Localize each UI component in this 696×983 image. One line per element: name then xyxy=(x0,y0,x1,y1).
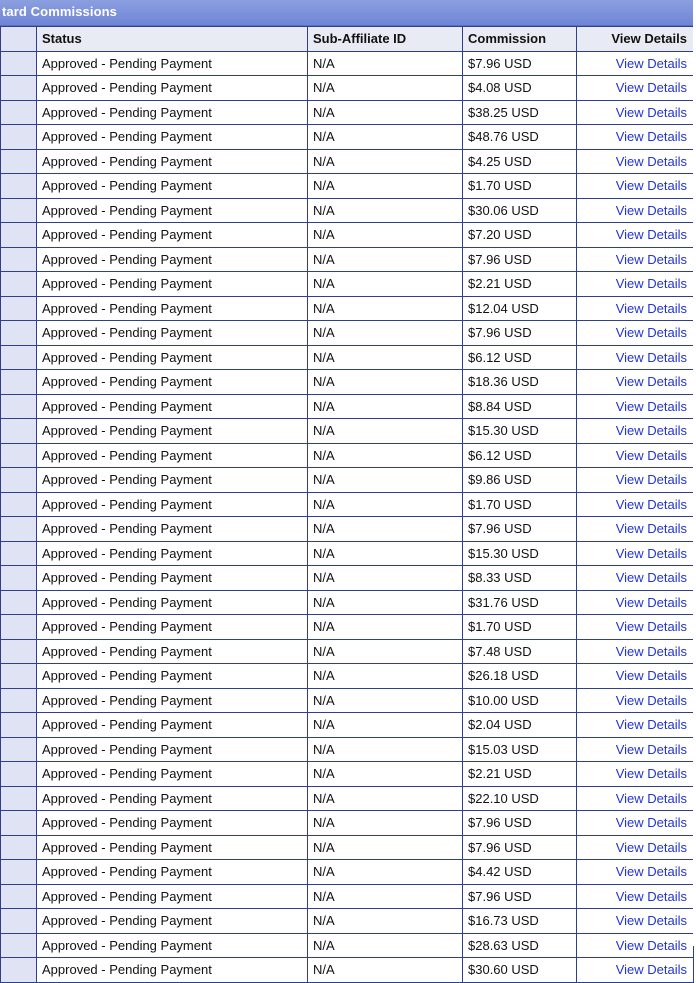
view-details-link[interactable]: View Details xyxy=(615,913,687,929)
commission-cell: $2.21 USD xyxy=(463,272,577,297)
commission-cell: $4.42 USD xyxy=(463,860,577,885)
sub-affiliate-cell: N/A xyxy=(308,492,463,517)
status-cell: Approved - Pending Payment xyxy=(37,345,308,370)
row-blank-cell xyxy=(1,933,37,958)
view-details-link[interactable]: View Details xyxy=(615,325,687,341)
header-commission: Commission xyxy=(463,27,577,52)
table-row xyxy=(1,566,694,591)
view-details-cell xyxy=(577,468,694,493)
status-cell: Approved - Pending Payment xyxy=(37,566,308,591)
table-row xyxy=(1,541,694,566)
status-cell: Approved - Pending Payment xyxy=(37,933,308,958)
commission-cell: $7.96 USD xyxy=(463,321,577,346)
view-details-link[interactable]: View Details xyxy=(615,55,687,71)
view-details-link[interactable]: View Details xyxy=(615,570,687,586)
view-details-link[interactable]: View Details xyxy=(615,962,687,978)
table-row xyxy=(1,713,694,738)
view-details-link[interactable]: View Details xyxy=(615,741,687,757)
row-blank-cell xyxy=(1,517,37,542)
view-details-link[interactable]: View Details xyxy=(615,374,687,390)
row-blank-cell xyxy=(1,247,37,272)
sub-affiliate-cell: N/A xyxy=(308,394,463,419)
table-row xyxy=(1,517,694,542)
sub-affiliate-cell: N/A xyxy=(308,639,463,664)
table-row xyxy=(1,394,694,419)
row-blank-cell xyxy=(1,272,37,297)
commission-cell: $1.70 USD xyxy=(463,615,577,640)
commission-cell: $15.03 USD xyxy=(463,737,577,762)
sub-affiliate-cell: N/A xyxy=(308,884,463,909)
view-details-cell xyxy=(577,909,694,934)
view-details-link[interactable]: View Details xyxy=(615,104,687,120)
view-details-cell xyxy=(577,541,694,566)
sub-affiliate-cell: N/A xyxy=(308,223,463,248)
commission-cell: $2.21 USD xyxy=(463,762,577,787)
table-row xyxy=(1,149,694,174)
view-details-cell xyxy=(577,419,694,444)
table-body xyxy=(1,51,694,982)
status-cell: Approved - Pending Payment xyxy=(37,394,308,419)
commission-cell: $6.12 USD xyxy=(463,345,577,370)
status-cell: Approved - Pending Payment xyxy=(37,860,308,885)
table-row xyxy=(1,688,694,713)
view-details-link[interactable]: View Details xyxy=(615,937,687,953)
sub-affiliate-cell: N/A xyxy=(308,100,463,125)
table-row xyxy=(1,468,694,493)
view-details-cell xyxy=(577,835,694,860)
sub-affiliate-cell: N/A xyxy=(308,860,463,885)
commission-cell: $2.04 USD xyxy=(463,713,577,738)
status-cell: Approved - Pending Payment xyxy=(37,247,308,272)
row-blank-cell xyxy=(1,321,37,346)
table-row xyxy=(1,786,694,811)
view-details-link[interactable]: View Details xyxy=(615,153,687,169)
row-blank-cell xyxy=(1,443,37,468)
commission-cell: $26.18 USD xyxy=(463,664,577,689)
view-details-link[interactable]: View Details xyxy=(615,349,687,365)
commission-cell: $8.84 USD xyxy=(463,394,577,419)
view-details-cell xyxy=(577,860,694,885)
view-details-link[interactable]: View Details xyxy=(615,594,687,610)
status-cell: Approved - Pending Payment xyxy=(37,51,308,76)
view-details-cell xyxy=(577,958,694,983)
table-row xyxy=(1,296,694,321)
sub-affiliate-cell: N/A xyxy=(308,933,463,958)
table-row xyxy=(1,76,694,101)
status-cell: Approved - Pending Payment xyxy=(37,125,308,150)
view-details-link[interactable]: View Details xyxy=(615,129,687,145)
view-details-cell xyxy=(577,615,694,640)
view-details-cell xyxy=(577,100,694,125)
view-details-link[interactable]: View Details xyxy=(615,692,687,708)
sub-affiliate-cell: N/A xyxy=(308,296,463,321)
status-cell: Approved - Pending Payment xyxy=(37,664,308,689)
view-details-cell xyxy=(577,198,694,223)
table-row xyxy=(1,321,694,346)
row-blank-cell xyxy=(1,76,37,101)
status-cell: Approved - Pending Payment xyxy=(37,517,308,542)
table-row xyxy=(1,443,694,468)
table-row xyxy=(1,958,694,983)
row-blank-cell xyxy=(1,615,37,640)
commission-cell: $15.30 USD xyxy=(463,541,577,566)
table-row xyxy=(1,247,694,272)
view-details-cell xyxy=(577,296,694,321)
commission-cell: $7.96 USD xyxy=(463,835,577,860)
view-details-link[interactable]: View Details xyxy=(615,864,687,880)
view-details-link[interactable]: View Details xyxy=(615,276,687,292)
sub-affiliate-cell: N/A xyxy=(308,664,463,689)
table-row xyxy=(1,419,694,444)
status-cell: Approved - Pending Payment xyxy=(37,76,308,101)
status-cell: Approved - Pending Payment xyxy=(37,884,308,909)
view-details-link[interactable]: View Details xyxy=(615,398,687,414)
commission-cell: $6.12 USD xyxy=(463,443,577,468)
view-details-cell xyxy=(577,517,694,542)
commission-cell: $12.04 USD xyxy=(463,296,577,321)
sub-affiliate-cell: N/A xyxy=(308,321,463,346)
row-blank-cell xyxy=(1,174,37,199)
view-details-link[interactable]: View Details xyxy=(615,717,687,733)
commission-cell: $31.76 USD xyxy=(463,590,577,615)
sub-affiliate-cell: N/A xyxy=(308,811,463,836)
row-blank-cell xyxy=(1,590,37,615)
commission-cell: $9.86 USD xyxy=(463,468,577,493)
view-details-cell xyxy=(577,443,694,468)
view-details-cell xyxy=(577,664,694,689)
status-cell: Approved - Pending Payment xyxy=(37,737,308,762)
row-blank-cell xyxy=(1,125,37,150)
commission-cell: $7.96 USD xyxy=(463,811,577,836)
status-cell: Approved - Pending Payment xyxy=(37,468,308,493)
sub-affiliate-cell: N/A xyxy=(308,468,463,493)
table-row xyxy=(1,933,694,958)
row-blank-cell xyxy=(1,713,37,738)
header-cell-blank xyxy=(1,27,37,52)
sub-affiliate-cell: N/A xyxy=(308,443,463,468)
table-row xyxy=(1,737,694,762)
table-header-row xyxy=(1,27,694,52)
sub-affiliate-cell: N/A xyxy=(308,835,463,860)
view-details-link[interactable]: View Details xyxy=(615,300,687,316)
view-details-cell xyxy=(577,786,694,811)
status-cell: Approved - Pending Payment xyxy=(37,762,308,787)
sub-affiliate-cell: N/A xyxy=(308,517,463,542)
sub-affiliate-cell: N/A xyxy=(308,125,463,150)
sub-affiliate-cell: N/A xyxy=(308,76,463,101)
table-row xyxy=(1,492,694,517)
commission-cell: $8.33 USD xyxy=(463,566,577,591)
commission-cell: $28.63 USD xyxy=(463,933,577,958)
view-details-link[interactable]: View Details xyxy=(615,888,687,904)
table-row xyxy=(1,664,694,689)
row-blank-cell xyxy=(1,296,37,321)
table-row xyxy=(1,174,694,199)
sub-affiliate-cell: N/A xyxy=(308,51,463,76)
view-details-link[interactable]: View Details xyxy=(615,496,687,512)
sub-affiliate-cell: N/A xyxy=(308,737,463,762)
status-cell: Approved - Pending Payment xyxy=(37,909,308,934)
sub-affiliate-cell: N/A xyxy=(308,174,463,199)
view-details-link[interactable]: View Details xyxy=(615,472,687,488)
view-details-cell xyxy=(577,345,694,370)
status-cell: Approved - Pending Payment xyxy=(37,639,308,664)
panel-title-bar xyxy=(0,0,693,26)
sub-affiliate-cell: N/A xyxy=(308,541,463,566)
view-details-link[interactable]: View Details xyxy=(615,251,687,267)
row-blank-cell xyxy=(1,835,37,860)
view-details-cell xyxy=(577,51,694,76)
view-details-cell xyxy=(577,492,694,517)
view-details-link[interactable]: View Details xyxy=(615,790,687,806)
header-view-details: View Details xyxy=(577,27,694,52)
view-details-cell xyxy=(577,639,694,664)
view-details-link[interactable]: View Details xyxy=(615,227,687,243)
table-row xyxy=(1,884,694,909)
row-blank-cell xyxy=(1,737,37,762)
view-details-link[interactable]: View Details xyxy=(615,839,687,855)
commission-cell: $15.30 USD xyxy=(463,419,577,444)
status-cell: Approved - Pending Payment xyxy=(37,590,308,615)
commission-cell: $7.20 USD xyxy=(463,223,577,248)
commission-cell: $10.00 USD xyxy=(463,688,577,713)
view-details-link[interactable]: View Details xyxy=(615,202,687,218)
row-blank-cell xyxy=(1,639,37,664)
row-blank-cell xyxy=(1,100,37,125)
row-blank-cell xyxy=(1,664,37,689)
view-details-cell xyxy=(577,76,694,101)
sub-affiliate-cell: N/A xyxy=(308,786,463,811)
table-row xyxy=(1,370,694,395)
commission-cell: $7.96 USD xyxy=(463,247,577,272)
view-details-link[interactable]: View Details xyxy=(615,178,687,194)
row-blank-cell xyxy=(1,884,37,909)
table-row xyxy=(1,100,694,125)
status-cell: Approved - Pending Payment xyxy=(37,296,308,321)
commission-cell: $48.76 USD xyxy=(463,125,577,150)
table-row xyxy=(1,615,694,640)
view-details-cell xyxy=(577,713,694,738)
commissions-table xyxy=(0,26,694,983)
row-blank-cell xyxy=(1,786,37,811)
commission-cell: $38.25 USD xyxy=(463,100,577,125)
sub-affiliate-cell: N/A xyxy=(308,566,463,591)
status-cell: Approved - Pending Payment xyxy=(37,419,308,444)
row-blank-cell xyxy=(1,811,37,836)
status-cell: Approved - Pending Payment xyxy=(37,198,308,223)
status-cell: Approved - Pending Payment xyxy=(37,443,308,468)
status-cell: Approved - Pending Payment xyxy=(37,713,308,738)
view-details-cell xyxy=(577,125,694,150)
view-details-cell xyxy=(577,149,694,174)
view-details-link[interactable]: View Details xyxy=(615,643,687,659)
view-details-link[interactable]: View Details xyxy=(615,815,687,831)
sub-affiliate-cell: N/A xyxy=(308,345,463,370)
sub-affiliate-cell: N/A xyxy=(308,370,463,395)
view-details-cell xyxy=(577,737,694,762)
row-blank-cell xyxy=(1,492,37,517)
table-row xyxy=(1,345,694,370)
view-details-cell xyxy=(577,321,694,346)
row-blank-cell xyxy=(1,345,37,370)
row-blank-cell xyxy=(1,51,37,76)
status-cell: Approved - Pending Payment xyxy=(37,688,308,713)
view-details-cell xyxy=(577,394,694,419)
view-details-cell xyxy=(577,688,694,713)
sub-affiliate-cell: N/A xyxy=(308,762,463,787)
row-blank-cell xyxy=(1,762,37,787)
sub-affiliate-cell: N/A xyxy=(308,198,463,223)
status-cell: Approved - Pending Payment xyxy=(37,786,308,811)
status-cell: Approved - Pending Payment xyxy=(37,370,308,395)
view-details-cell xyxy=(577,762,694,787)
row-blank-cell xyxy=(1,149,37,174)
status-cell: Approved - Pending Payment xyxy=(37,321,308,346)
table-row xyxy=(1,51,694,76)
row-blank-cell xyxy=(1,566,37,591)
sub-affiliate-cell: N/A xyxy=(308,419,463,444)
table-row xyxy=(1,762,694,787)
commission-cell: $7.96 USD xyxy=(463,884,577,909)
commission-cell: $1.70 USD xyxy=(463,492,577,517)
view-details-cell xyxy=(577,174,694,199)
commission-cell: $16.73 USD xyxy=(463,909,577,934)
row-blank-cell xyxy=(1,860,37,885)
sub-affiliate-cell: N/A xyxy=(308,615,463,640)
view-details-link[interactable]: View Details xyxy=(615,80,687,96)
row-blank-cell xyxy=(1,198,37,223)
status-cell: Approved - Pending Payment xyxy=(37,272,308,297)
row-blank-cell xyxy=(1,688,37,713)
view-details-link[interactable]: View Details xyxy=(615,545,687,561)
view-details-cell xyxy=(577,272,694,297)
table-row xyxy=(1,639,694,664)
commission-cell: $30.60 USD xyxy=(463,958,577,983)
status-cell: Approved - Pending Payment xyxy=(37,811,308,836)
commission-cell: $4.25 USD xyxy=(463,149,577,174)
row-blank-cell xyxy=(1,394,37,419)
view-details-link[interactable]: View Details xyxy=(615,619,687,635)
status-cell: Approved - Pending Payment xyxy=(37,174,308,199)
table-row xyxy=(1,223,694,248)
view-details-link[interactable]: View Details xyxy=(615,766,687,782)
table-row xyxy=(1,590,694,615)
row-blank-cell xyxy=(1,958,37,983)
row-blank-cell xyxy=(1,909,37,934)
table-row xyxy=(1,835,694,860)
commission-cell: $7.96 USD xyxy=(463,51,577,76)
table-row xyxy=(1,811,694,836)
view-details-link[interactable]: View Details xyxy=(615,447,687,463)
commission-cell: $1.70 USD xyxy=(463,174,577,199)
status-cell: Approved - Pending Payment xyxy=(37,223,308,248)
row-blank-cell xyxy=(1,370,37,395)
sub-affiliate-cell: N/A xyxy=(308,688,463,713)
view-details-cell xyxy=(577,247,694,272)
commission-cell: $7.48 USD xyxy=(463,639,577,664)
status-cell: Approved - Pending Payment xyxy=(37,541,308,566)
table-row xyxy=(1,272,694,297)
commission-cell: $7.96 USD xyxy=(463,517,577,542)
commission-cell: $22.10 USD xyxy=(463,786,577,811)
row-blank-cell xyxy=(1,223,37,248)
view-details-cell xyxy=(577,933,694,958)
view-details-cell xyxy=(577,223,694,248)
table-row xyxy=(1,125,694,150)
status-cell: Approved - Pending Payment xyxy=(37,149,308,174)
view-details-link[interactable]: View Details xyxy=(615,668,687,684)
header-status: Status xyxy=(37,27,308,52)
view-details-cell xyxy=(577,590,694,615)
view-details-link[interactable]: View Details xyxy=(615,423,687,439)
row-blank-cell xyxy=(1,419,37,444)
sub-affiliate-cell: N/A xyxy=(308,713,463,738)
status-cell: Approved - Pending Payment xyxy=(37,492,308,517)
commission-cell: $18.36 USD xyxy=(463,370,577,395)
table-row xyxy=(1,198,694,223)
sub-affiliate-cell: N/A xyxy=(308,909,463,934)
sub-affiliate-cell: N/A xyxy=(308,272,463,297)
view-details-cell xyxy=(577,811,694,836)
row-blank-cell xyxy=(1,541,37,566)
view-details-cell xyxy=(577,370,694,395)
view-details-cell xyxy=(577,884,694,909)
table-row xyxy=(1,909,694,934)
commission-cell: $4.08 USD xyxy=(463,76,577,101)
sub-affiliate-cell: N/A xyxy=(308,590,463,615)
panel-title: tard Commissions xyxy=(2,4,118,19)
sub-affiliate-cell: N/A xyxy=(308,958,463,983)
sub-affiliate-cell: N/A xyxy=(308,149,463,174)
status-cell: Approved - Pending Payment xyxy=(37,100,308,125)
status-cell: Approved - Pending Payment xyxy=(37,615,308,640)
table-row xyxy=(1,860,694,885)
commission-cell: $30.06 USD xyxy=(463,198,577,223)
status-cell: Approved - Pending Payment xyxy=(37,958,308,983)
view-details-cell xyxy=(577,566,694,591)
sub-affiliate-cell: N/A xyxy=(308,247,463,272)
row-blank-cell xyxy=(1,468,37,493)
status-cell: Approved - Pending Payment xyxy=(37,835,308,860)
header-sub-affiliate-id: Sub-Affiliate ID xyxy=(308,27,463,52)
view-details-link[interactable]: View Details xyxy=(615,521,687,537)
